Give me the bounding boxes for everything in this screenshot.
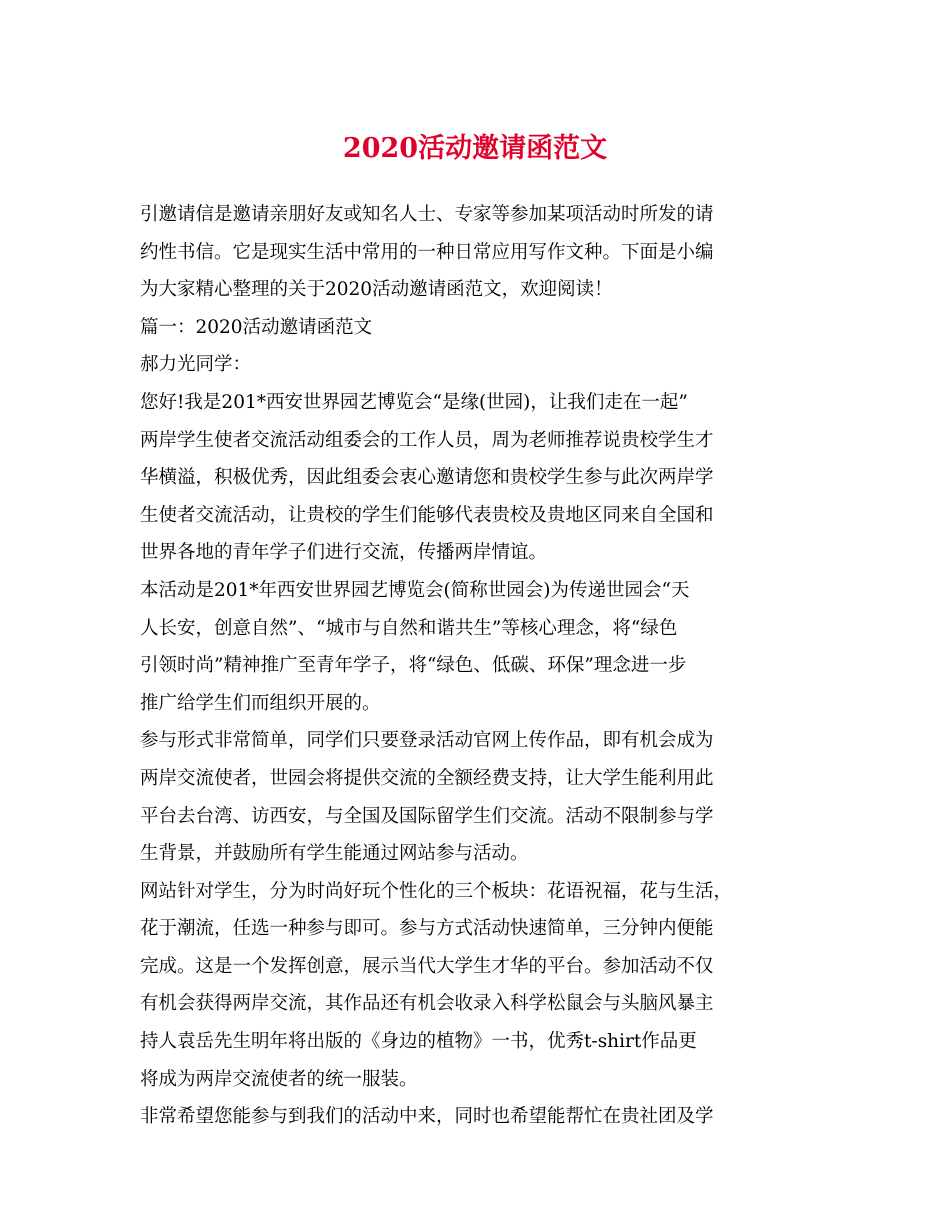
text-line: 生使者交流活动，让贵校的学生们能够代表贵校及贵地区同来自全国和 — [140, 504, 714, 526]
document-body — [140, 196, 830, 1136]
text-line: 引邀请信是邀请亲朋好友或知名人士、专家等参加某项活动时所发的请 — [140, 204, 714, 225]
text-line: 将成为两岸交流使者的统一服装。 — [140, 1068, 418, 1090]
text-line: 非常希望您能参与到我们的活动中来，同时也希望能帮忙在贵社团及学 — [140, 1106, 714, 1128]
text-line: 约性书信。它是现实生活中常用的一种日常应用写作文种。下面是小编 — [140, 241, 714, 263]
text-line: 网站针对学生，分为时尚好玩个性化的三个板块：花语祝福，花与生活， — [140, 880, 733, 902]
text-line: 本活动是201*年西安世界园艺博览会(简称世园会)为传递世园会“天 — [140, 579, 690, 601]
text-line: 为大家精心整理的关于2020活动邀请函范文，欢迎阅读！ — [140, 279, 613, 301]
text-line: 世界各地的青年学子们进行交流，传播两岸情谊。 — [140, 542, 548, 564]
text-line: 推广给学生们而组织开展的。 — [140, 692, 381, 714]
text-line: 参与形式非常简单，同学们只要登录活动官网上传作品，即有机会成为 — [140, 730, 714, 752]
text-line: 华横溢，积极优秀，因此组委会衷心邀请您和贵校学生参与此次两岸学 — [140, 467, 714, 489]
text-line: 篇一：2020活动邀请函范文 — [140, 316, 373, 338]
text-line: 人长安，创意自然”、“城市与自然和谐共生”等核心理念，将“绿色 — [140, 617, 678, 639]
text-line: 平台去台湾、访西安，与全国及国际留学生们交流。活动不限制参与学 — [140, 805, 714, 827]
text-line: 两岸交流使者，世园会将提供交流的全额经费支持，让大学生能利用此 — [140, 767, 714, 789]
text-line: 郝力光同学： — [140, 354, 252, 376]
text-line: 生背景，并鼓励所有学生能通过网站参与活动。 — [140, 843, 529, 865]
document-title: 2020活动邀请函范文 — [342, 133, 608, 164]
text-line: 引领时尚”精神推广至青年学子，将“绿色、低碳、环保”理念进一步 — [140, 655, 687, 677]
text-line: 持人袁岳先生明年将出版的《身边的植物》一书，优秀t-shirt作品更 — [140, 1031, 697, 1053]
text-line: 两岸学生使者交流活动组委会的工作人员，周为老师推荐说贵校学生才 — [140, 429, 714, 451]
text-line: 花于潮流，任选一种参与即可。参与方式活动快速简单，三分钟内便能 — [140, 918, 714, 940]
text-line: 您好!我是201*西安世界园艺博览会“是缘(世园)，让我们走在一起” — [140, 391, 688, 413]
text-line: 有机会获得两岸交流，其作品还有机会收录入科学松鼠会与头脑风暴主 — [140, 993, 714, 1015]
text-line: 完成。这是一个发挥创意，展示当代大学生才华的平台。参加活动不仅 — [140, 955, 714, 977]
